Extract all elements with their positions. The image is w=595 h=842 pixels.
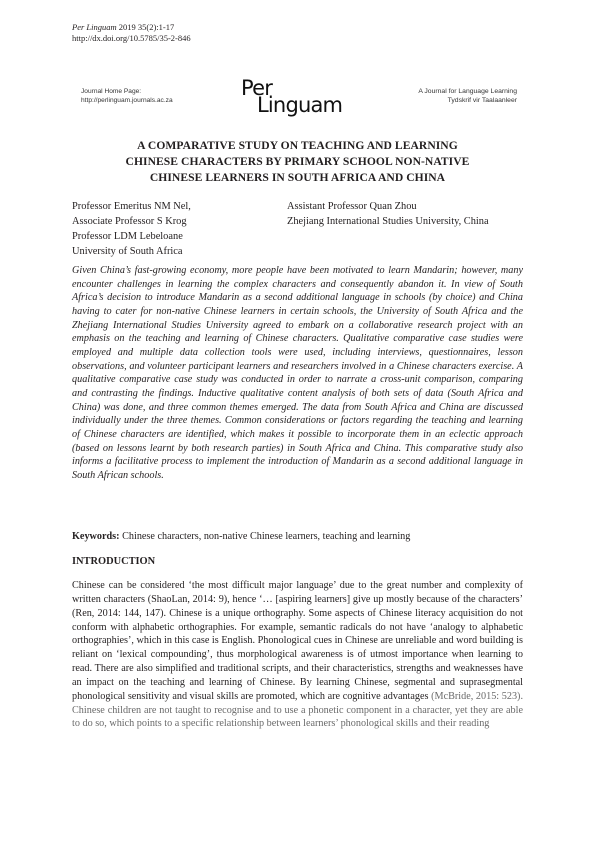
- journal-name: Per Linguam: [72, 22, 117, 32]
- introduction-body: [72, 579, 523, 731]
- journal-volume: 2019 35(2):1-17: [118, 22, 175, 32]
- title-line: CHINESE LEARNERS IN SOUTH AFRICA AND CHINA: [149, 171, 446, 184]
- author-line: Professor Emeritus NM Nel,: [72, 201, 191, 212]
- citation-line: [72, 22, 191, 33]
- body-paragraph: Chinese can be considered ‘the most difficult major language’ due to the great number and complexity of written characters (ShaoLan, 2014: 9), hence ‘… [aspiring learners] give up mostly because of the characters’ (Ren, 2014: 144, 147). Chinese is a unique orthography. Some aspects of Chinese literacy acquisition do not conform with alphabetic orthographies. For example, semantic radicals do not have ‘analogy to alphabetic orthographies’, which in this case is English. Phonological cues in Chinese are unreliable and word building is reliant on ‘lexical compounding’, thus morphological awareness is of utmost importance when learning to read. There are also simplified and traditional scripts, and their characteristics, strengths and weaknesses have an impact on the teaching and learning of Chinese. By learning Chinese, segmental and suprasegmental phonological sensitivity and visual skills are promoted, which are cognitive advantages: [72, 580, 523, 702]
- article-title: [72, 138, 523, 186]
- home-page-label: Journal Home Page:: [81, 88, 142, 95]
- abstract: Given China’s fast-growing economy, more people have been motivated to learn Mandarin; however, many encounter challenges in learning the complex characters and consequently abandon it. In view of South Africa’s decision to introduce Mandarin as a second additional language in schools (by choice) and China having to cater for non-native Chinese learners in certain schools, the University of South Africa and the Zhejiang International Studies University agreed to embark on a collaborative research project with an emphasis on the teaching and learning of Chinese characters. Qualitative comparative case studies were employed and multiple data collection tools were used, including interviews, questionnaires, lesson observations, and volunteer participant learners and researchers involved in a Chinese characters exercise. A qualitative comparative case study was conducted in order to narrate a cross-unit comparison, comparing and contrasting the findings. Inductive qualitative content analysis of both sets of data (South Africa and China) was done, and three common themes emerged. The data from South Africa and China are discussed individually under the three themes. Common considerations or factors regarding the teaching and learning of Chinese characters are identified, which makes it possible to incorporate them in an eclectic approach (based on lessons learnt by both research parties) in South Africa and China. This comparative study also informs a facilitative process to implement the introduction of Mandarin as a second additional language in South African schools.: [72, 265, 523, 481]
- body-paragraph-continued: (McBride, 2015: 523). Chinese children are not taught to recognise and to use a phonetic component in a character, yet they are able to do so, which points to a specific relationship between learners’ phonological skills and their reading: [72, 690, 523, 730]
- title-line: A COMPARATIVE STUDY ON TEACHING AND LEARNING: [137, 139, 458, 152]
- journal-tagline: [418, 87, 517, 105]
- title-line: CHINESE CHARACTERS BY PRIMARY SCHOOL NON-NATIVE: [125, 155, 470, 168]
- keywords-label: Keywords:: [72, 531, 120, 542]
- tagline-afrikaans: Tydskrif vir Taalaanleer: [447, 97, 517, 104]
- author-affiliation: Zhejiang International Studies University, China: [287, 216, 489, 227]
- tagline-english: A Journal for Language Learning: [418, 88, 517, 95]
- section-heading-introduction: INTRODUCTION: [72, 556, 156, 567]
- author-line: Assistant Professor Quan Zhou: [287, 201, 417, 212]
- citation-header: [72, 22, 191, 44]
- keywords-text: Chinese characters, non-native Chinese learners, teaching and learning: [119, 531, 411, 542]
- doi-link[interactable]: http://dx.doi.org/10.5785/35-2-846: [72, 33, 191, 43]
- author-affiliation: University of South Africa: [72, 246, 183, 257]
- author-line: Associate Professor S Krog: [72, 216, 187, 227]
- journal-home-info: [81, 87, 173, 105]
- author-block-unisa: [72, 199, 191, 259]
- home-page-url[interactable]: http://perlinguam.journals.ac.za: [81, 97, 173, 104]
- logo-word-linguam: Linguam: [257, 93, 343, 117]
- logo-word-per: Per: [241, 76, 273, 100]
- author-block-zisu: [287, 199, 489, 229]
- keywords: [72, 530, 523, 544]
- author-line: Professor LDM Lebeloane: [72, 231, 183, 242]
- journal-logo: [236, 76, 376, 116]
